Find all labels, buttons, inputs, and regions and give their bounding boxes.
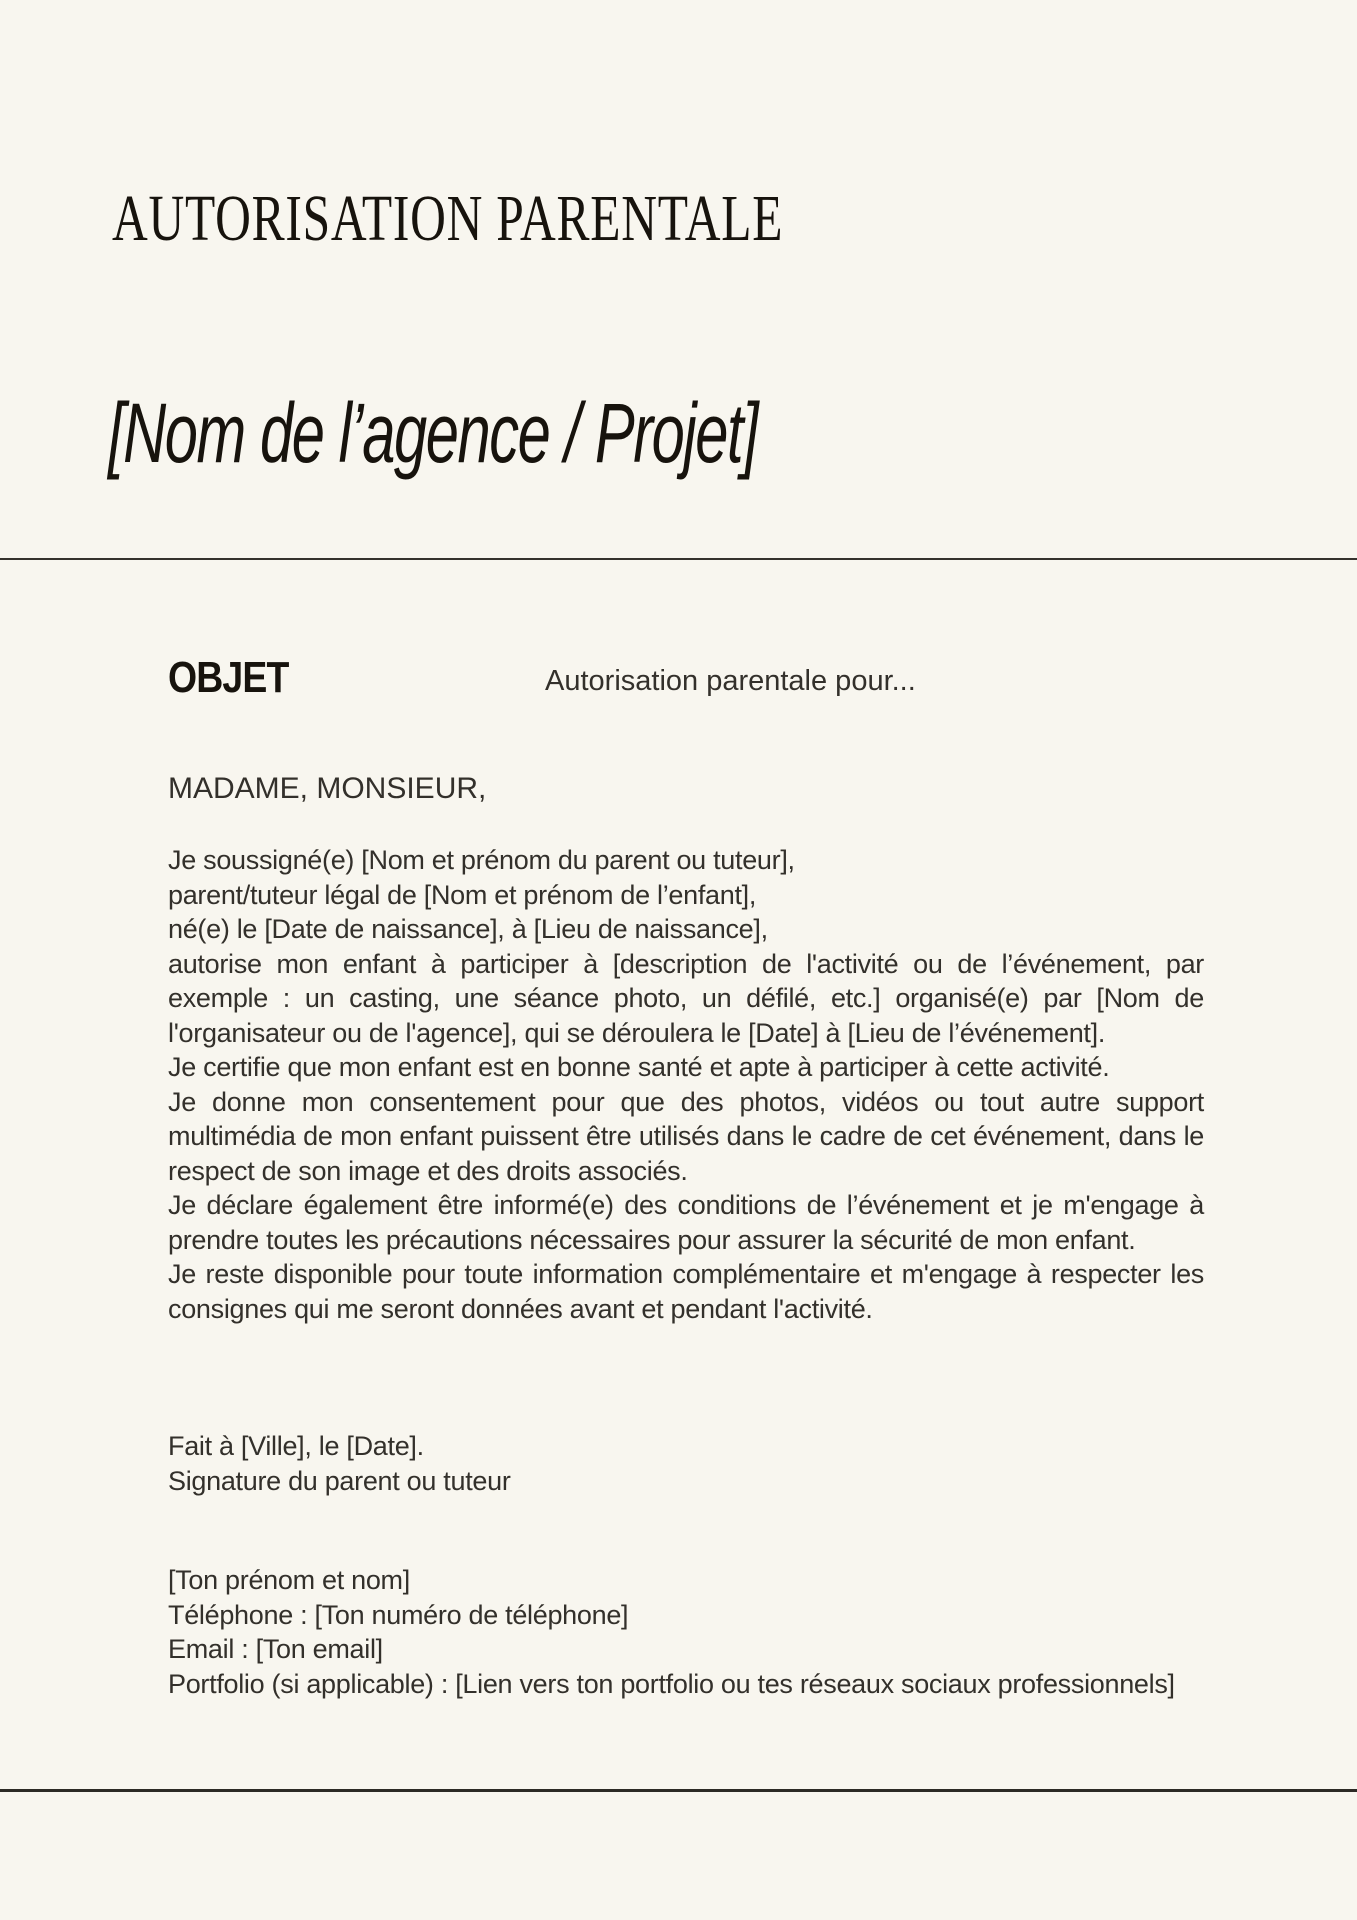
contact-name: [Ton prénom et nom] [168, 1565, 410, 1595]
letter-paragraph: parent/tuteur légal de [Nom et prénom de l’enfant], [168, 879, 757, 910]
subject-value: Autorisation parentale pour... [545, 665, 916, 697]
letter-paragraph: autorise mon enfant à participer à [description de l'activité ou de l’événement, par exemple : un casting, une séance photo, un défilé, etc.] organisé(e) par [Nom de l'organisateur ou de l'agence], qui se déroulera le [Date] à [Lieu de l’événement]. [168, 948, 1204, 1048]
closing-block [168, 1429, 511, 1498]
subject-label: OBJET [168, 653, 289, 702]
letter-paragraph: Je reste disponible pour toute information complémentaire et m'engage à respecter les consignes qui me seront données avant et pendant l'activité. [168, 1259, 1204, 1324]
letter-paragraph: Je soussigné(e) [Nom et prénom du parent ou tuteur], [168, 845, 795, 875]
letter-paragraph: Je certifie que mon enfant est en bonne santé et apte à participer à cette activité. [168, 1052, 1110, 1082]
page-title: AUTORISATION PARENTALE [112, 182, 784, 255]
closing-place-date: Fait à [Ville], le [Date]. [168, 1431, 424, 1461]
letter-paragraph: Je donne mon consentement pour que des photos, vidéos ou tout autre support multimédia de mon enfant puissent être utilisés dans le cadre de cet événement, dans le respect de son image et des droits associés. [168, 1086, 1204, 1186]
divider-bottom [0, 1789, 1357, 1792]
agency-project-subtitle: [Nom de l’agence / Projet] [108, 386, 758, 480]
signature-line: Signature du parent ou tuteur [168, 1465, 511, 1496]
contact-email: Email : [Ton email] [168, 1634, 383, 1664]
salutation: MADAME, MONSIEUR, [168, 772, 487, 805]
contact-portfolio: Portfolio (si applicable) : [Lien vers ton portfolio ou tes réseaux sociaux professionnels] [168, 1668, 1175, 1699]
letter-paragraph: né(e) le [Date de naissance], à [Lieu de naissance], [168, 914, 768, 944]
contact-phone: Téléphone : [Ton numéro de téléphone] [168, 1599, 629, 1630]
letter-body [168, 843, 1204, 1326]
divider-top [0, 558, 1357, 560]
letter-paragraph: Je déclare également être informé(e) des conditions de l’événement et je m'engage à prendre toutes les précautions nécessaires pour assurer la sécurité de mon enfant. [168, 1190, 1204, 1255]
contact-block [168, 1563, 1204, 1701]
